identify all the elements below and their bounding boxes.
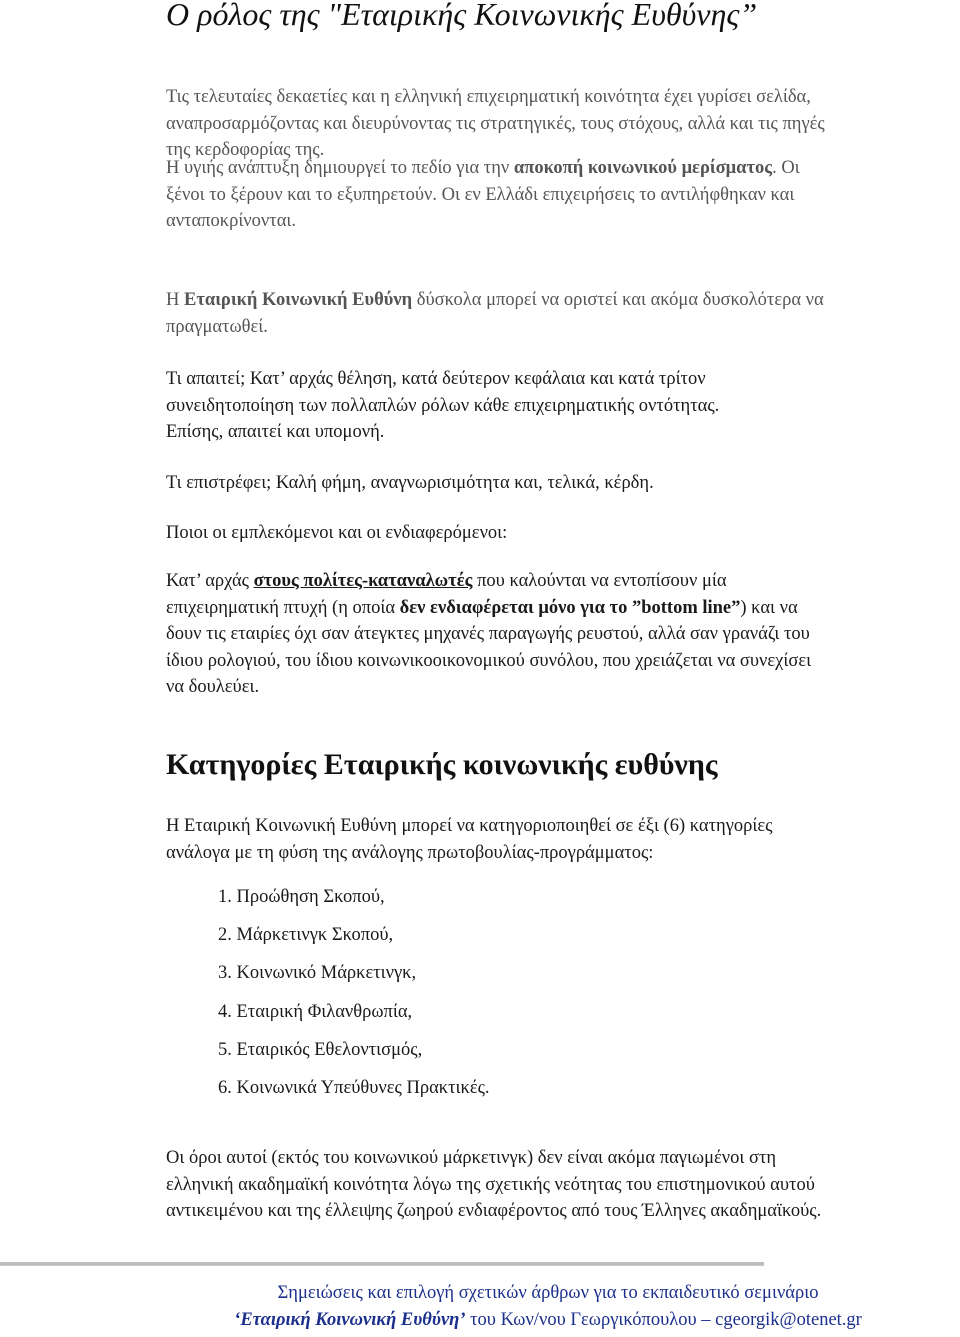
requires-line: συνειδητοποίηση των πολλαπλών ρόλων κάθε επιχειρηματικής οντότητας.	[166, 395, 720, 416]
page-title: Ο ρόλος της "Εταιρικής Κοινωνικής Ευθύνης”	[166, 0, 758, 32]
definition-paragraph	[166, 287, 960, 340]
stakeholders-paragraph: Ποιοι οι εμπλεκόμενοι και οι ενδιαφερόμενοι:	[166, 523, 508, 543]
citizens-emphasis: στους πολίτες-καταναλωτές	[253, 571, 473, 591]
citizens-text: επιχειρηματική πτυχή (η οποία	[166, 597, 400, 618]
list-item: 2. Μάρκετινγκ Σκοπού,	[218, 925, 394, 946]
growth-text: . Οι	[772, 158, 800, 178]
intro-line: αναπροσαρμόζοντας και διευρύνοντας τις στρατηγικές, τους στόχους, αλλά και τις πηγές	[166, 113, 825, 134]
footer-author: του Κων/νου Γεωργικόπουλου – cgeorgik@otenet.gr	[465, 1310, 862, 1330]
closing-line: ελληνική ακαδημαϊκή κοινότητα λόγω της σχετικής νεότητας του επιστημονικού αυτού	[166, 1174, 815, 1195]
categories-list	[218, 884, 490, 1113]
intro-line: Τις τελευταίες δεκαετίες και η ελληνική επιχειρηματική κοινότητα έχει γυρίσει σελίδα,	[166, 87, 811, 107]
section-intro-line: ανάλογα με τη φύση της ανάλογης πρωτοβουλίας-προγράμματος:	[166, 842, 654, 863]
list-item: 1. Προώθηση Σκοπού,	[218, 887, 385, 907]
bottom-line-emphasis: δεν ενδιαφέρεται μόνο για το ”bottom line”	[399, 597, 741, 618]
growth-paragraph	[166, 155, 960, 235]
list-item: 6. Κοινωνικά Υπεύθυνες Πρακτικές.	[218, 1077, 490, 1098]
growth-text: Η υγιής ανάπτυξη δημιουργεί το πεδίο για την	[166, 158, 514, 178]
citizens-text: ίδιου ρολογιού, του ίδιου κοινωνικοοικονομικού συνόλου, που χρειάζεται να συνεχίσει	[166, 650, 812, 671]
requires-line: Τι απαιτεί; Κατ’ αρχάς θέληση, κατά δεύτερον κεφάλαια και κατά τρίτον	[166, 369, 706, 389]
requires-line: Επίσης, απαιτεί και υπομονή.	[166, 422, 385, 442]
intro-paragraph	[166, 84, 960, 164]
closing-line: Οι όροι αυτοί (εκτός του κοινωνικού μάρκετινγκ) δεν είναι ακόμα παγιωμένοι στη	[166, 1148, 777, 1168]
footer-seminar-title: ‘Εταιρική Κοινωνική Ευθύνη’	[234, 1310, 466, 1330]
closing-line: αντικειμένου και της έλλειψης ζωηρού ενδιαφέροντος από τους Έλληνες ακαδημαϊκούς.	[166, 1201, 822, 1221]
definition-text: πραγματωθεί.	[166, 316, 268, 337]
footer-divider	[0, 1262, 764, 1266]
citizens-text: δουν τις εταιρίες όχι σαν άτεγκτες μηχανές παραγωγής ρευστού, αλλά σαν γρανάζι του	[166, 624, 810, 644]
footer-line-1: Σημειώσεις και επιλογή σχετικών άρθρων για το εκπαιδευτικό σεμινάριο	[277, 1283, 819, 1303]
list-item: 4. Εταιρική Φιλανθρωπία,	[218, 1001, 413, 1022]
growth-emphasis: αποκοπή κοινωνικού μερίσματος	[513, 158, 773, 178]
growth-text: ανταποκρίνονται.	[166, 211, 297, 231]
returns-paragraph: Τι επιστρέφει; Καλή φήμη, αναγνωρισιμότητα και, τελικά, κέρδη.	[166, 473, 654, 493]
list-item: 3. Κοινωνικό Μάρκετινγκ,	[218, 963, 417, 984]
footer-line-2	[0, 1307, 960, 1334]
requires-paragraph	[166, 366, 960, 446]
section-intro-line: Η Εταιρική Κοινωνική Ευθύνη μπορεί να κατηγοριοποιηθεί σε έξι (6) κατηγορίες	[166, 816, 773, 836]
intro-line: της κερδοφορίας της.	[166, 140, 325, 160]
section-intro	[166, 813, 960, 866]
citizens-text: ) και να	[740, 597, 798, 618]
list-item: 5. Εταιρικός Εθελοντισμός,	[218, 1039, 423, 1060]
citizens-paragraph	[166, 568, 960, 701]
definition-text: δύσκολα μπορεί να οριστεί και ακόμα δυσκολότερα να	[412, 290, 824, 310]
definition-emphasis: Εταιρική Κοινωνική Ευθύνη	[184, 290, 413, 310]
section-title: Κατηγορίες Εταιρικής κοινωνικής ευθύνης	[166, 748, 718, 781]
citizens-text: που καλούνται να εντοπίσουν μία	[472, 571, 727, 591]
page-footer	[0, 1280, 960, 1334]
citizens-text: Κατ’ αρχάς	[166, 571, 254, 591]
growth-text: ξένοι το ξέρουν και το εξυπηρετούν. Οι εν Ελλάδι επιχειρήσεις το αντιλήφθηκαν και	[166, 184, 795, 205]
citizens-text: να δουλεύει.	[166, 677, 260, 697]
definition-text: Η	[166, 290, 184, 310]
closing-paragraph	[166, 1145, 960, 1225]
